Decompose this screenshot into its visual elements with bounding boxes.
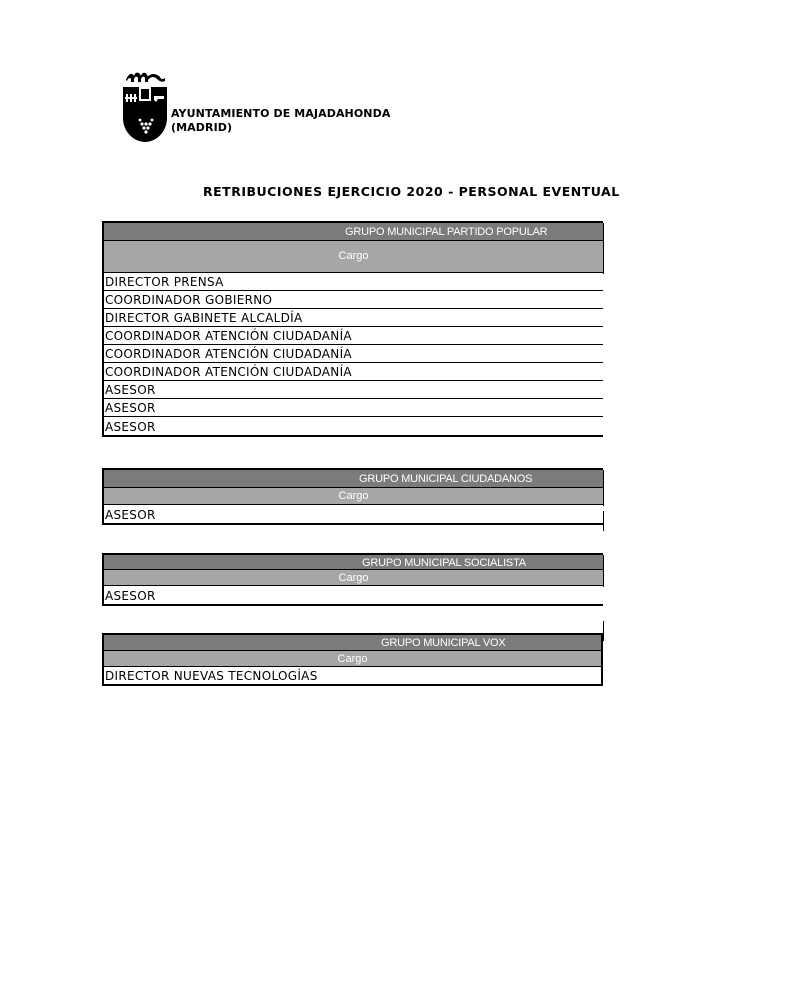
group-table-vox (102, 633, 603, 686)
table-row (104, 291, 603, 309)
table-row (104, 586, 603, 604)
cargo-cell: COORDINADOR ATENCIÓN CIUDADANÍA (105, 347, 352, 361)
column-header-cargo: Cargo (104, 651, 601, 667)
group-rows (104, 273, 603, 435)
cargo-cell: COORDINADOR ATENCIÓN CIUDADANÍA (105, 329, 352, 343)
cargo-cell: ASESOR (105, 589, 156, 603)
table-row (104, 309, 603, 327)
group-table-pp (102, 221, 603, 437)
column-header-cargo: Cargo (104, 570, 603, 586)
table-row (104, 381, 603, 399)
group-rows (104, 586, 603, 604)
group-header: GRUPO MUNICIPAL SOCIALISTA (104, 555, 603, 570)
table-row (104, 273, 603, 291)
group-header: GRUPO MUNICIPAL CIUDADANOS (104, 470, 603, 488)
majadahonda-logo-icon (120, 68, 170, 144)
column-header-cargo: Cargo (104, 488, 603, 505)
group-table-ciudadanos (102, 468, 603, 525)
cargo-cell: ASESOR (105, 420, 156, 434)
table-row (104, 399, 603, 417)
table-row (104, 667, 601, 684)
cargo-cell: DIRECTOR GABINETE ALCALDÍA (105, 311, 303, 325)
group-header: GRUPO MUNICIPAL PARTIDO POPULAR (104, 223, 603, 241)
group-header: GRUPO MUNICIPAL VOX (104, 635, 601, 651)
organization-name (171, 107, 390, 135)
table-row (104, 327, 603, 345)
column-header-cargo: Cargo (104, 241, 603, 273)
table-row (104, 505, 603, 523)
group-table-socialista (102, 553, 603, 606)
cargo-cell: DIRECTOR PRENSA (105, 275, 224, 289)
cargo-cell: COORDINADOR ATENCIÓN CIUDADANÍA (105, 365, 352, 379)
group-rows (104, 667, 601, 684)
cargo-cell: ASESOR (105, 401, 156, 415)
cargo-cell: DIRECTOR NUEVAS TECNOLOGÍAS (105, 669, 318, 683)
cargo-cell: ASESOR (105, 508, 156, 522)
organization-line2: (MADRID) (171, 121, 233, 134)
organization-line1: AYUNTAMIENTO DE MAJADAHONDA (171, 107, 391, 120)
cargo-cell: COORDINADOR GOBIERNO (105, 293, 273, 307)
cargo-cell: ASESOR (105, 383, 156, 397)
table-row (104, 363, 603, 381)
table-row (104, 345, 603, 363)
group-rows (104, 505, 603, 523)
table-row (104, 417, 603, 435)
page-title: RETRIBUCIONES EJERCICIO 2020 - PERSONAL EVENTUAL (203, 184, 620, 199)
